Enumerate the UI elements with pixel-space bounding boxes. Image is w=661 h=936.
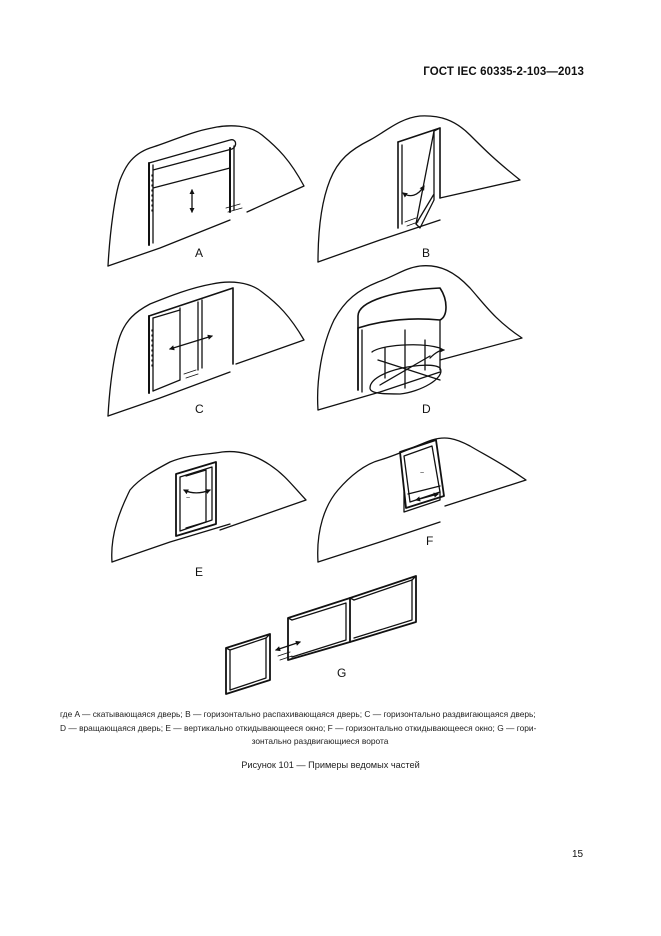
page-number: 15 <box>572 849 584 860</box>
panel-label-c: C <box>195 402 204 416</box>
figure-legend <box>60 708 580 749</box>
panel-label-d: D <box>422 402 431 416</box>
legend-line: зонтально раздвигающиеся ворота <box>251 736 389 746</box>
panel-f-pivot-window <box>318 438 526 562</box>
panel-label-g: G <box>337 666 347 680</box>
svg-text:~: ~ <box>420 470 425 477</box>
panel-d-revolving-door <box>318 266 522 410</box>
panel-label-b: B <box>422 246 431 260</box>
standard-code-header: ГОСТ IEC 60335-2-103—2013 <box>423 66 584 78</box>
svg-text:~: ~ <box>186 495 191 502</box>
panel-label-f: F <box>426 534 434 548</box>
panel-b-hinged-door <box>318 116 520 262</box>
panel-e-pivot-window <box>112 452 306 562</box>
panel-g-sliding-gates <box>226 576 416 694</box>
panel-label-a: A <box>195 246 204 260</box>
panel-label-e: E <box>195 565 204 579</box>
panel-c-sliding-door <box>108 282 304 416</box>
legend-line: где A — скатывающаяся дверь; B — горизонтально распахивающаяся дверь; C — горизонтально раздвигающаяся дверь; <box>60 709 536 719</box>
legend-line: D — вращающаяся дверь; E — вертикально откидывающееся окно; F — горизонтально откидывающееся окно; G — гори- <box>60 722 537 733</box>
panel-a-rolling-door <box>108 126 304 266</box>
figure-title: Рисунок 101 — Примеры ведомых частей <box>241 760 420 770</box>
